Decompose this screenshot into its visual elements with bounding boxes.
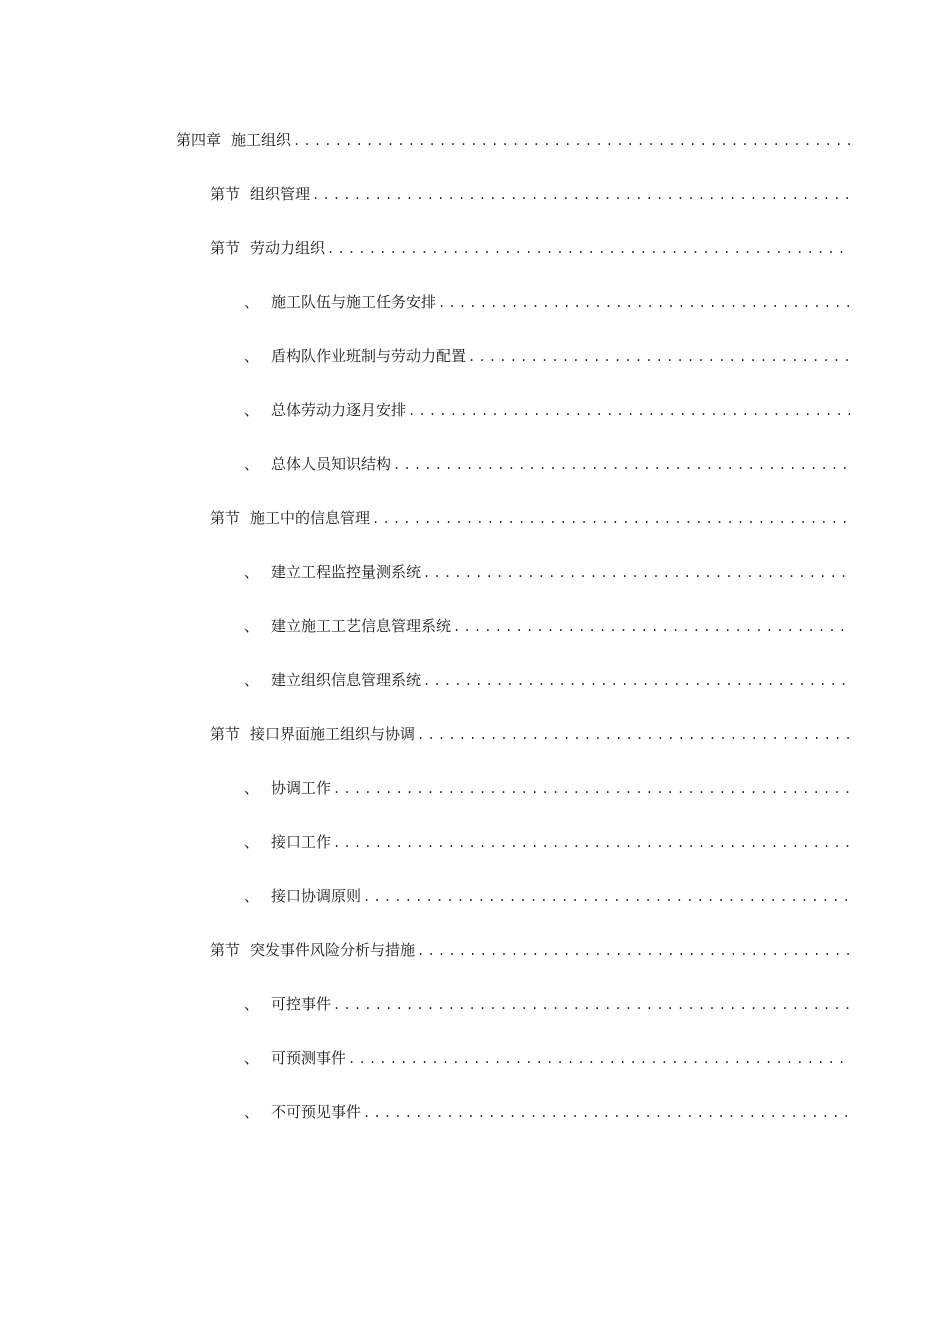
- dot-leader: [361, 887, 850, 907]
- dot-leader: [331, 779, 850, 799]
- toc-prefix: 第节: [210, 239, 241, 257]
- toc-prefix: 、: [244, 833, 260, 851]
- toc-title: 建立工程监控量测系统: [271, 563, 422, 581]
- toc-title: 建立施工工艺信息管理系统: [271, 617, 452, 635]
- toc-title: 接口协调原则: [271, 887, 362, 905]
- toc-chapter-4[interactable]: [176, 130, 850, 151]
- toc-title: 总体劳动力逐月安排: [271, 401, 407, 419]
- dot-leader: [331, 833, 850, 853]
- toc-title: 劳动力组织: [250, 239, 326, 257]
- toc-subsection[interactable]: [244, 562, 850, 583]
- toc-title: 总体人员知识结构: [271, 455, 392, 473]
- dot-leader: [415, 941, 850, 961]
- toc-prefix: 、: [244, 1049, 260, 1067]
- toc-subsection[interactable]: [244, 886, 850, 907]
- toc-prefix: 、: [244, 887, 260, 905]
- toc-title: 建立组织信息管理系统: [271, 671, 422, 689]
- toc-title: 施工队伍与施工任务安排: [271, 293, 437, 311]
- toc-prefix: 第节: [210, 185, 241, 203]
- toc-prefix: 、: [244, 1103, 260, 1121]
- dot-leader: [331, 995, 850, 1015]
- toc-subsection[interactable]: [244, 1102, 850, 1123]
- toc-section[interactable]: [210, 940, 850, 961]
- toc-prefix: 、: [244, 671, 260, 689]
- dot-leader: [370, 509, 850, 529]
- toc-title: 组织管理: [250, 185, 311, 203]
- toc-prefix: 第四章: [176, 131, 222, 149]
- toc-subsection[interactable]: [244, 670, 850, 691]
- toc-section[interactable]: [210, 508, 850, 529]
- dot-leader: [325, 239, 850, 259]
- dot-leader: [346, 1049, 850, 1069]
- toc-subsection[interactable]: [244, 292, 850, 313]
- toc-subsection[interactable]: [244, 832, 850, 853]
- toc-subsection[interactable]: [244, 994, 850, 1015]
- dot-leader: [415, 725, 850, 745]
- toc-prefix: 、: [244, 779, 260, 797]
- toc-prefix: 第节: [210, 725, 241, 743]
- dot-leader: [421, 563, 850, 583]
- dot-leader: [421, 671, 850, 691]
- toc-prefix: 第节: [210, 509, 241, 527]
- dot-leader: [466, 347, 850, 367]
- toc-subsection[interactable]: [244, 454, 850, 475]
- toc-prefix: 、: [244, 455, 260, 473]
- toc-title: 突发事件风险分析与措施: [250, 941, 416, 959]
- toc-prefix: 、: [244, 995, 260, 1013]
- toc-title: 盾构队作业班制与劳动力配置: [271, 347, 467, 365]
- toc-prefix: 、: [244, 617, 260, 635]
- toc-title: 可预测事件: [271, 1049, 347, 1067]
- dot-leader: [361, 1103, 850, 1123]
- toc-section[interactable]: [210, 238, 850, 259]
- toc-prefix: 、: [244, 563, 260, 581]
- dot-leader: [451, 617, 850, 637]
- toc-title: 协调工作: [271, 779, 332, 797]
- toc-title: 接口界面施工组织与协调: [250, 725, 416, 743]
- toc-subsection[interactable]: [244, 1048, 850, 1069]
- toc-subsection[interactable]: [244, 346, 850, 367]
- toc-title: 施工中的信息管理: [250, 509, 371, 527]
- toc-subsection[interactable]: [244, 616, 850, 637]
- toc-title: 接口工作: [271, 833, 332, 851]
- dot-leader: [291, 131, 850, 151]
- toc-subsection[interactable]: [244, 778, 850, 799]
- toc-prefix: 、: [244, 293, 260, 311]
- toc-section[interactable]: [210, 724, 850, 745]
- toc-subsection[interactable]: [244, 400, 850, 421]
- toc-prefix: 、: [244, 401, 260, 419]
- toc-title: 施工组织: [231, 131, 292, 149]
- dot-leader: [310, 185, 850, 205]
- toc-prefix: 第节: [210, 941, 241, 959]
- dot-leader: [406, 401, 850, 421]
- toc-title: 可控事件: [271, 995, 332, 1013]
- dot-leader: [391, 455, 850, 475]
- toc-section[interactable]: [210, 184, 850, 205]
- dot-leader: [436, 293, 850, 313]
- toc-prefix: 、: [244, 347, 260, 365]
- toc-title: 不可预见事件: [271, 1103, 362, 1121]
